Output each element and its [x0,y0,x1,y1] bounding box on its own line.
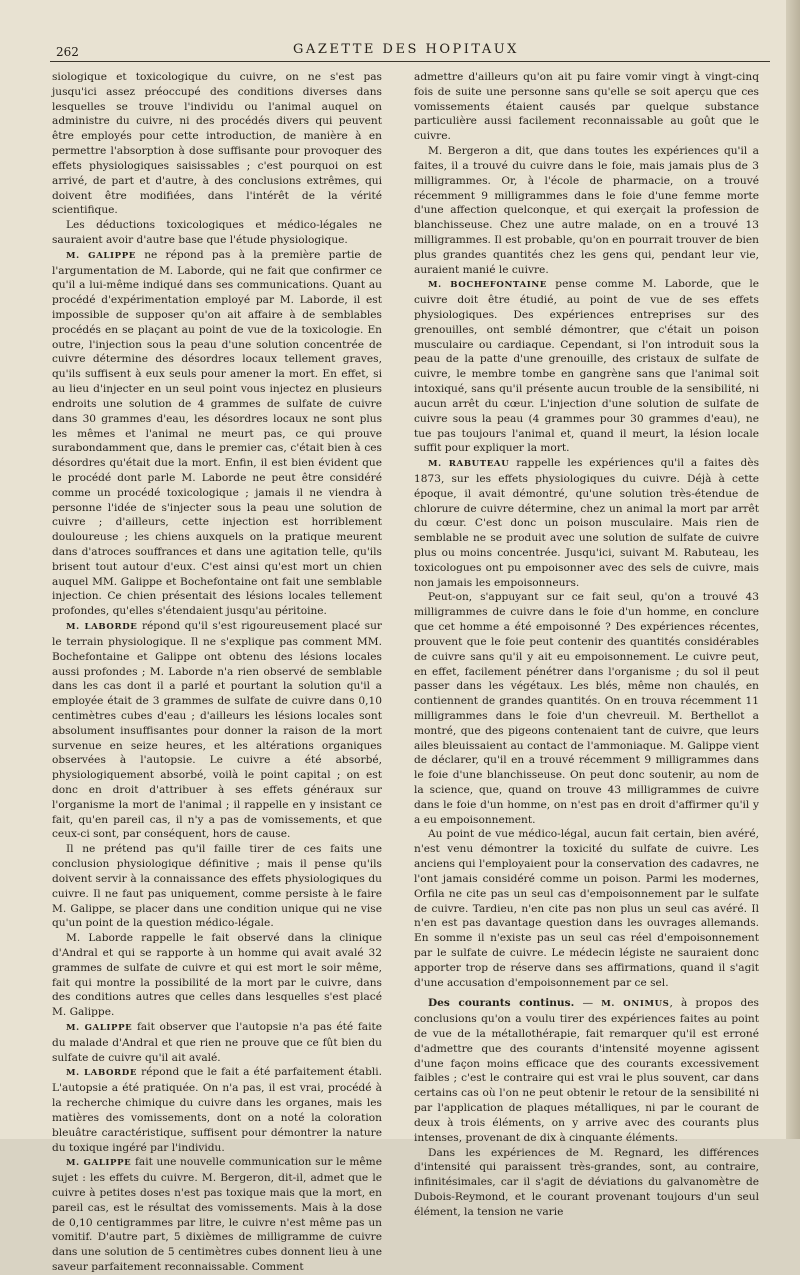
paragraph-text: ne répond pas à la première partie de l'argumentation de M. Laborde, qui ne fait que confirmer ce qu'il a lui-même indiqué dans ses communications. Quant au procédé d'expérimentation employé par M. Laborde, il est impossible de supposer qu'on ait affaire à de semblables procédés en se plaçant au point de vue de la toxicologie. En outre, l'injection sous la peau d'une solution concentrée de cuivre détermine des désordres locaux tellement graves, qu'ils suffisent à eux seuls pour amener la mort. En effet, si au lieu d'injecter en un seul point vous injectez en plusieurs endroits une solution de 4 grammes de sulfate de cuivre dans 30 grammes d'eau, les désordres locaux ne sont plus les mêmes et l'animal ne meurt pas, ce qui prouve surabondamment que, dans le premier cas, c'était bien à ces désordres qu'était due la mort. Enfin, il est bien évident que le procédé dont parle M. Laborde ne peut être considéré comme un procédé toxicologique ; jamais il ne viendra à personne l'idée de s'injecter sous la peau une solution de cuivre ; d'ailleurs, cette injection est horriblement douloureuse ; les chiens auxquels on la pratique meurent dans d'atroces souffrances et dans une agitation telle, qu'ils brisent tout autour d'eux. C'est ainsi qu'est mort un chien auquel MM. Galippe et Bochefontaine ont fait une semblable injection. Ce chien présentait des lésions locales tellement profondes, qu'elles s'étendaient jusqu'au péritoine. [52,248,383,618]
paragraph-text: à propos des conclusions qu'on a voulu tirer des expériences faites au point de vue de la métallothérapie, fait remarquer qu'il est erroné d'admettre que des courants d'intensité moyenne agissent d'une façon moins efficace que des courants excessivement faibles ; c'est le contraire qui est vrai le plus souvent, car dans certains cas où l'on ne peut obtenir le retour de la sensibilité ni par l'application de plaques métalliques, ni par le courant de deux à trois éléments, on y arrive avec des courants plus intenses, provenant de dix à cinquante éléments. [414,997,759,1144]
paragraph-text: Les déductions toxicologiques et médico-légales ne sauraient avoir d'autre base que l'étude physiologique. [52,219,382,246]
paragraph-text: répond qu'il s'est rigoureusement placé sur le terrain physiologique. Il ne s'explique pas comment MM. Bochefontaine et Galippe ont obtenu des lésions locales aussi profondes ; M. Laborde n'a rien observé de semblable dans les cas dont il a parlé et pourtant la solution qu'il a employée était de 3 grammes de sulfate de cuivre dans 0,10 centimètres cubes d'eau ; d'ailleurs les lésions locales sont absolument insuffisantes pour donner la raison de la mort survenue en seize heures, et les altérations organiques observées à l'autopsie. Le cuivre a été absorbé, physiologiquement absorbé, voilà le point capital ; on est donc en droit d'attribuer à ses effets généraux sur l'organisme la mort de l'animal ; il rappelle en y insistant ce fait, qu'en pareil cas, il n'y a pas de vomissements, et que ceux-ci sont, par conséquent, hors de cause. [52,620,382,841]
page-header [40,33,772,59]
speaker-name: M. LABORDE [66,622,138,633]
left-column [52,70,383,1273]
speaker-name: M. GALIPPE [66,1158,132,1169]
paragraph [414,144,759,277]
paragraph [414,827,759,990]
paragraph [52,1020,382,1065]
journal-title: GAZETTE DES HOPITAUX [293,42,519,57]
paragraph-text: M. Laborde rappelle le fait observé dans la clinique d'Andral et qui se rapporte à un homme qui avait avalé 32 grammes de sulfate de cuivre et qui est mort le soir même, fait qui montre la possibilité de la mort par le cuivre, dans des conditions autres que celles dans lesquelles s'est placé M. Galippe. [52,932,382,1019]
paragraph-text: fait observer que l'autopsie n'a pas été faite du malade d'Andral et que rien ne prouve que ce fût bien du sulfate de cuivre qu'il ait avalé. [52,1021,382,1064]
speaker-name: M. LABORDE [66,1068,138,1079]
paragraph-text: répond que le fait a été parfaitement établi. L'autopsie a été pratiquée. On n'a pas, il est vrai, procédé à la recherche chimique du cuivre dans les organes, mais les matières des vomissements, dont on a noté la coloration bleuâtre caractéristique, suffisent pour démontrer la nature du toxique ingéré par l'individu. [52,1066,383,1154]
paragraph [52,931,382,1020]
paragraph-text: fait une nouvelle communication sur le même sujet : les effets du cuivre. M. Bergeron, dit-il, admet que le cuivre à petites doses n'est pas toxique mais que la mort, en pareil cas, est le résultat des vomissements. Mais à la dose de 0,10 centigrammes par litre, le cuivre n'est même pas un vomitif. D'autre part, 5 dixièmes de milligramme de cuivre dans une solution de 5 centimètres cubes donnent lieu à une saveur parfaitement reconnaissable. Comment [52,1156,383,1273]
speaker-name: M. GALIPPE [66,250,136,261]
page-number: 262 [56,45,79,59]
paragraph-text: Dans les expériences de M. Regnard, les différences d'intensité qui paraissent très-grandes, sont, au contraire, infinitésimales, car il s'agit de déviations du galvanomètre de Dubois-Reymond, et le courant provenant toujours d'un seul élément, la tension ne varie [414,1146,759,1218]
right-column [414,70,759,1218]
paragraph-text: M. Bergeron a dit, que dans toutes les expériences qu'il a faites, il a trouvé du cuivre dans le foie, mais jamais plus de 3 milligrammes. Or, à l'école de pharmacie, on a trouvé récemment 9 milligrammes dans le foie d'une femme morte d'une affection quelconque, et qui exerçait la profession de blanchisseuse. Chez une autre malade, on en a trouvé 13 milligrammes. Il est probable, qu'on en pourrait trouver de bien plus grandes quantités chez les gens qui, pendant leur vie, auraient manié le cuivre. [414,145,759,276]
paragraph [52,1155,382,1275]
paragraph-text: siologique et toxicologique du cuivre, on ne s'est pas jusqu'ici assez préoccupé des conditions diverses dans lesquelles se trouve l'individu ou l'animal auquel on administre du cuivre, ni des procédés divers qui peuvent être employés pour cette introduction, de manière à en permettre l'absorption à dose suffisante pour provoquer des effets physiologiques saisissables ; c'est pourquoi on est arrivé, de part et d'autre, à des conclusions extrêmes, qui doivent être modifiées, dans l'intérêt de la vérité scientifique. [52,71,382,217]
paragraph [414,277,759,456]
paragraph [52,218,382,248]
paragraph [414,456,759,590]
paragraph [52,1065,382,1155]
paragraph [414,1146,759,1220]
paragraph [414,590,759,827]
paragraph-text: rappelle les expériences qu'il a faites dès 1873, sur les effets physiologiques du cuivre. Déjà à cette époque, il avait démontré, qu'une solution très-étendue de chlorure de cuivre détermine, chez un animal la mort par arrêt du cœur. C'est donc un poison musculaire. Mais rien de semblable ne se produit avec une solution de sulfate de cuivre plus ou moins concentrée. Jusqu'ici, suivant M. Rabuteau, les toxicologues ont pu empoisonner avec des sels de cuivre, mais non jamais les empoisonneurs. [414,457,759,589]
speaker-name: M. BOCHEFONTAINE [428,280,547,291]
paragraph [52,619,382,842]
paragraph [52,70,382,218]
paragraph-text: pense comme M. Laborde, que le cuivre doit être étudié, au point de vue de ses effets physiologiques. Des expériences entreprises sur des grenouilles, ont semblé démontrer, que c'était un poison musculaire ou cardiaque. Cependant, si l'on introduit sous la peau de la patte d'une grenouille, des cristaux de sulfate de cuivre, le membre tombe en gangrène sans que l'animal soit intoxiqué, sans qu'il présente aucun trouble de la sensibilité, ni aucun arrêt du cœur. L'injection d'une solution de sulfate de cuivre sous la peau (4 grammes pour 30 grammes d'eau), ne tue pas toujours l'animal et, quand il meurt, la lésion locale suffit pour expliquer la mort. [414,278,759,455]
paragraph-text: Peut-on, s'appuyant sur ce fait seul, qu'on a trouvé 43 milligrammes de cuivre dans le foie d'un homme, en conclure que cet homme a été empoisonné ? Des expériences récentes, prouvent que le foie peut contenir des quantités considérables de cuivre sans qu'il y ait eu empoisonnement. Le cuivre peut, en effet, facilement pénétrer dans l'organisme ; du sol il peut passer dans les végétaux. Les blés, même non chaulés, en contiennent de grandes quantités. On en trouva récemment 11 milligrammes dans le foie d'un chevreuil. M. Berthellot a montré, que des pigeons contenaient tant de cuivre, que leurs ailes bleuissaient au contact de l'ammoniaque. M. Galippe vient de déclarer, qu'il en a trouvé récemment 9 milligrammes dans le foie d'une blanchisseuse. On peut donc soutenir, au nom de la science, que, quand on trouve 43 milligrammes de cuivre dans le foie d'un homme, on n'est pas en droit d'affirmer qu'il y a eu empoisonnement. [414,591,759,826]
paragraph [414,70,759,144]
speaker-name: M. RABUTEAU [428,459,510,470]
header-rule [50,61,770,62]
section-title: Des courants continus. [428,997,575,1010]
paragraph [52,248,382,619]
paragraph: Des courants continus. — M. ONIMUS, à propos des conclusions qu'on a voulu tirer des expériences faites au point de vue de la métallothérapie, fait remarquer qu'il est erroné d'admettre que des courants d'intensité moyenne agissent d'une façon moins efficace que des courants excessivement faibles ; c'est le contraire qui est vrai le plus souvent, car dans certains cas où l'on ne peut obtenir le retour de la sensibilité ni par l'application de plaques métalliques, ni par le courant de deux à trois éléments, on y arrive avec des courants plus intenses, provenant de dix à cinquante éléments. [414,997,759,1144]
paragraph [52,842,382,931]
paragraph-text: admettre d'ailleurs qu'on ait pu faire vomir vingt à vingt-cinq fois de suite une personne sans qu'elle se soit aperçu que ces vomissements étaient causés par quelque substance particulière aussi facilement reconnaissable au goût que le cuivre. [414,71,759,143]
paragraph-text: Au point de vue médico-légal, aucun fait certain, bien avéré, n'est venu démontrer la toxicité du sulfate de cuivre. Les anciens qui l'employaient pour la conservation des cadavres, ne l'ont jamais considéré comme un poison. Parmi les modernes, Orfila ne cite pas un seul cas d'empoisonnement par le sulfate de cuivre. Tardieu, n'en cite pas non plus un seul cas avéré. Il n'en est pas davantage question dans les ouvrages allemands. En somme il n'existe pas un seul cas réel d'empoisonnement par le sulfate de cuivre. Le médecin légiste ne sauraient donc apporter trop de réserve dans ses affirmations, quand il s'agit d'une accusation d'empoisonnement par ce sel. [414,828,759,989]
speaker-name: M. GALIPPE [66,1023,133,1033]
paragraph-text: Il ne prétend pas qu'il faille tirer de ces faits une conclusion physiologique définitive ; mais il pense qu'ils doivent servir à la connaissance des effets physiologiques du cuivre. Il ne faut pas uniquement, comme persiste à le faire M. Galippe, se placer dans une condition unique qui ne vise qu'un point de la question médico-légale. [52,843,382,930]
page-edge [786,0,800,1139]
speaker-name: M. ONIMUS [601,999,670,1010]
